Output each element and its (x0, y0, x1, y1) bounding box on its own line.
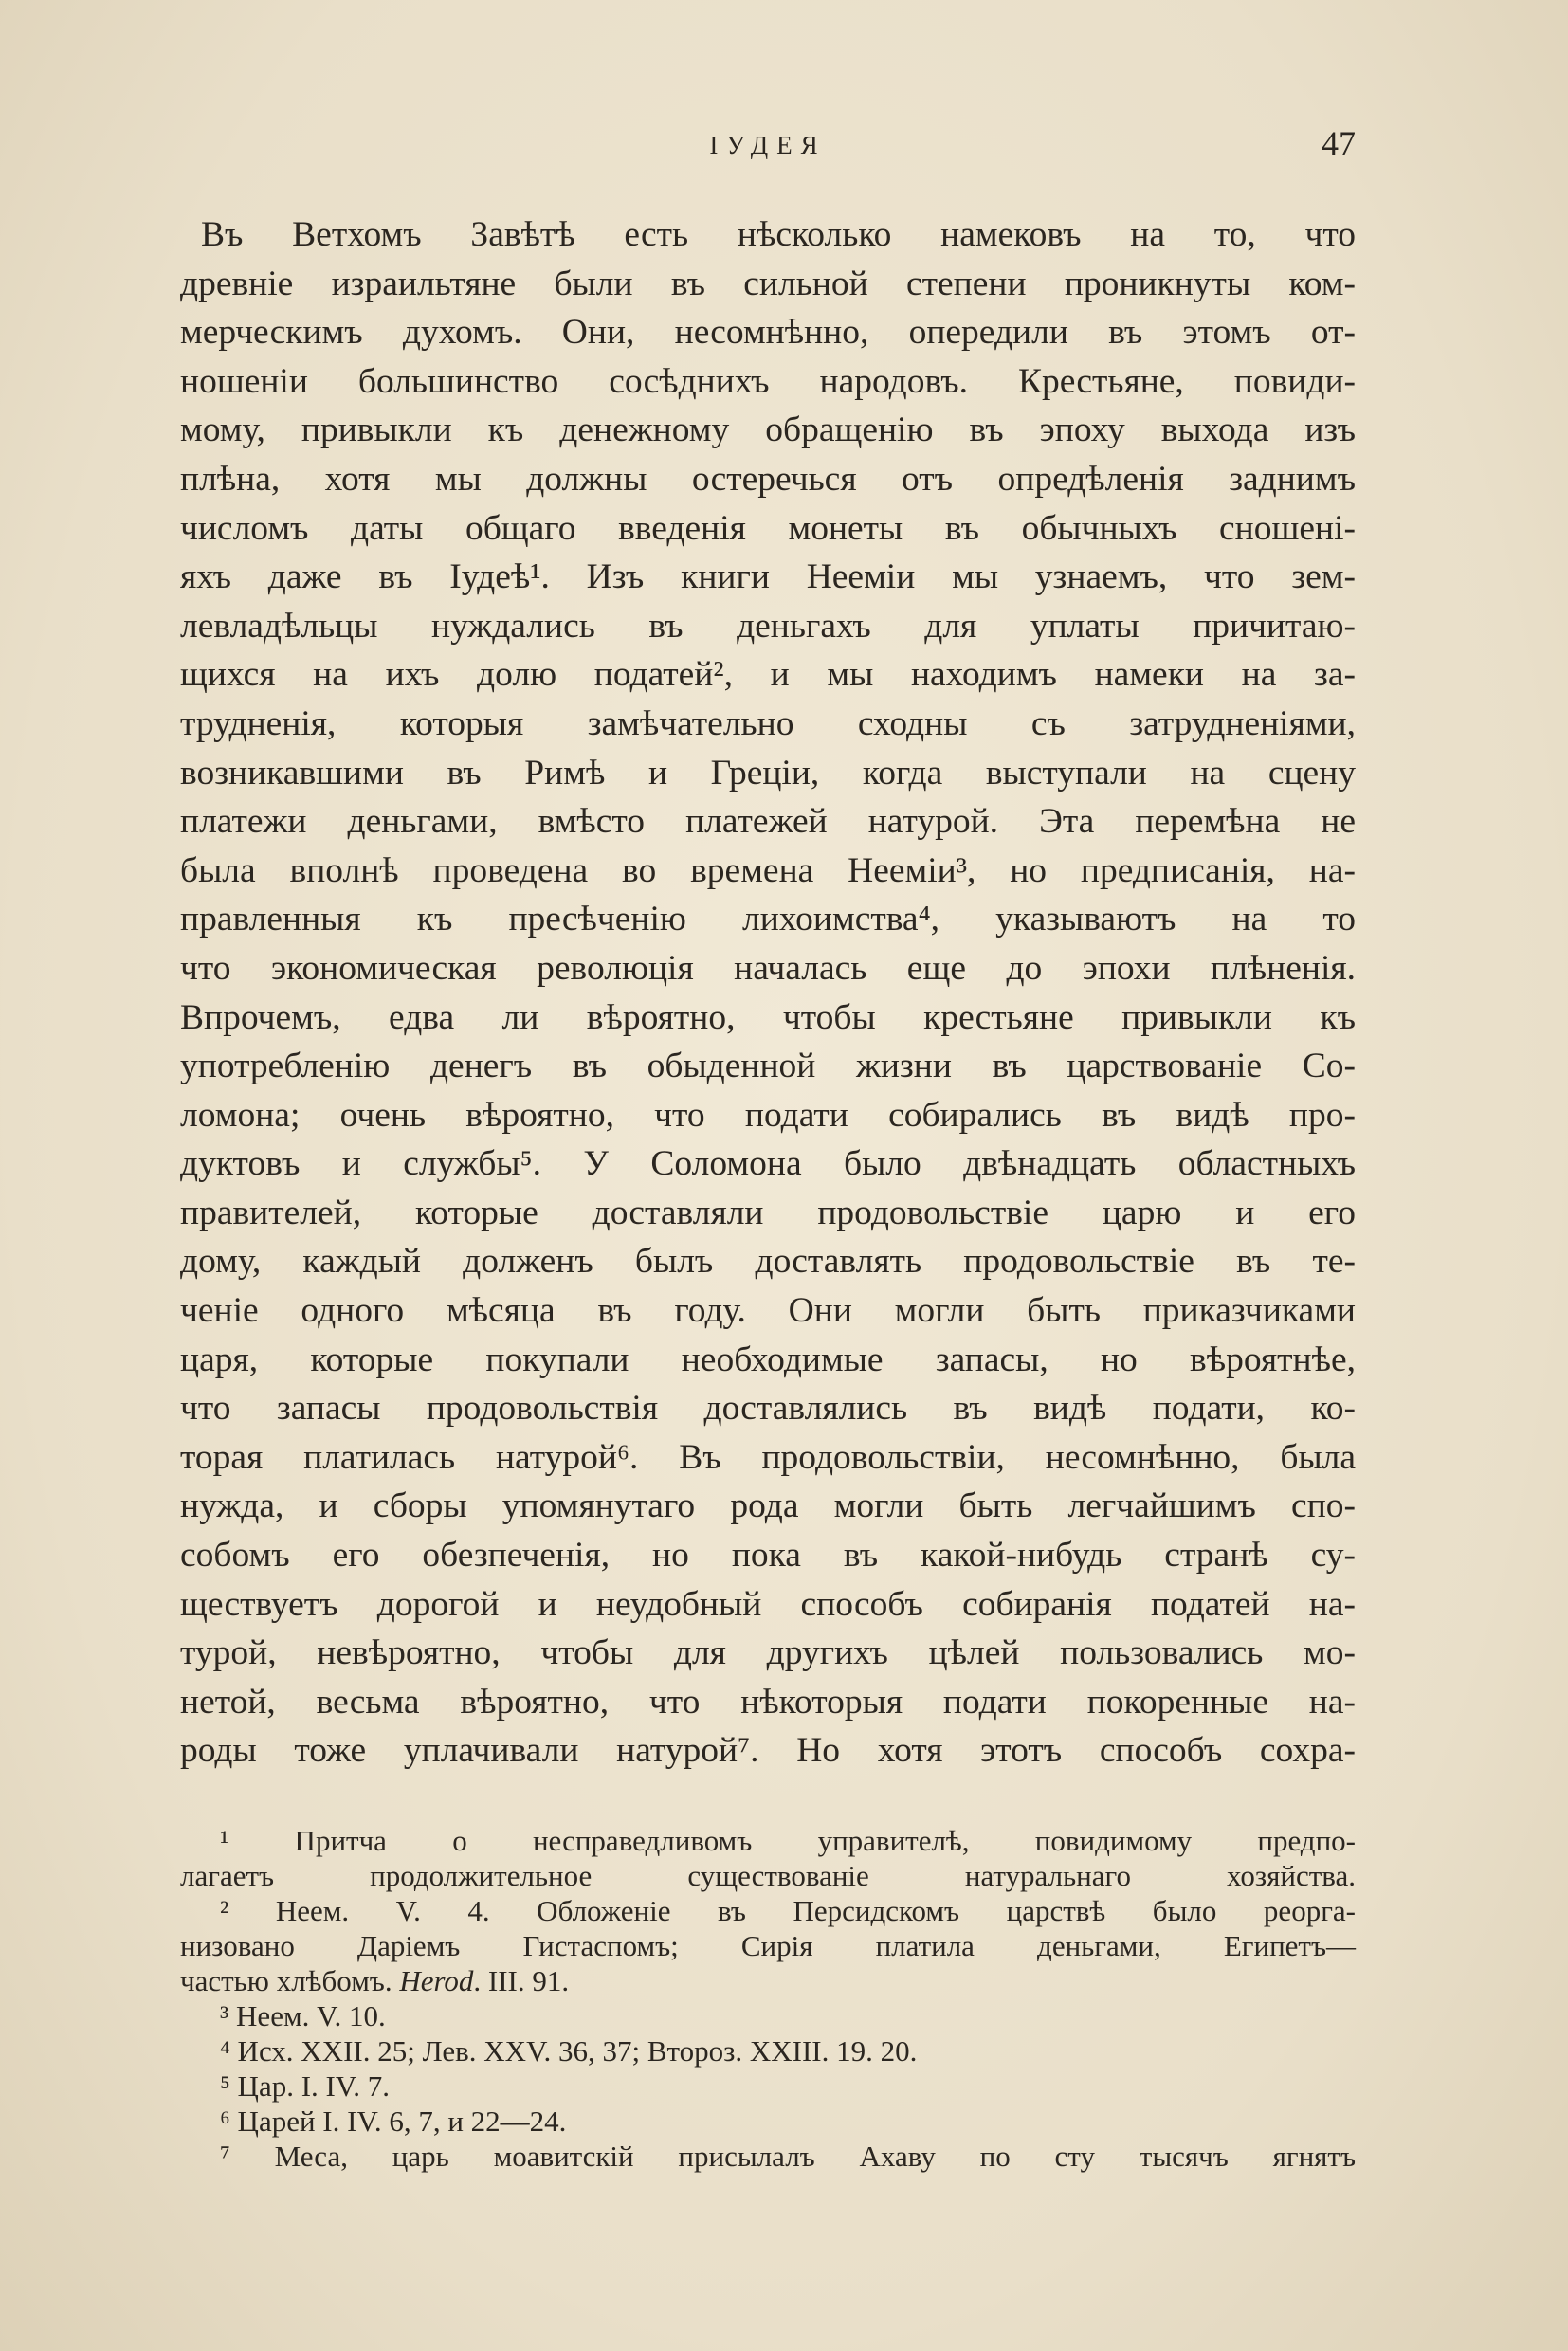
body-line: нужда, и сборы упомянутаго рода могли быть легчайшимъ спо- (180, 1486, 1356, 1526)
body-line: правленныя къ пресѣченію лихоимства⁴, указываютъ на то (180, 900, 1356, 939)
body-line: ществуетъ дорогой и неудобный способъ собиранія податей на- (180, 1584, 1356, 1624)
footnote-2-ref: . III. 91. (473, 1964, 570, 1997)
page-header (180, 123, 1356, 171)
footnote-6: ⁶ Царей I. IV. 6, 7, и 22—24. (220, 2105, 567, 2138)
footnote-5: ⁵ Цар. I. IV. 7. (220, 2069, 390, 2103)
body-line: торая платилась натурой⁶. Въ продовольствіи, несомнѣнно, была (180, 1437, 1356, 1477)
footnote-2-end (180, 1963, 1356, 1998)
page-number: 47 (1322, 124, 1356, 162)
footnote-2-cont: низовано Даріемъ Гистаспомъ; Сирія платила деньгами, Египетъ— (180, 1929, 1356, 1962)
body-line: что экономическая революція началась еще до эпохи плѣненія. (180, 948, 1356, 988)
body-line: платежи деньгами, вмѣсто платежей натурой. Эта перемѣна не (180, 802, 1356, 842)
body-line: собомъ его обезпеченія, но пока въ какой-нибудь странѣ су- (180, 1536, 1356, 1576)
footnote-1: ¹ Притча о несправедливомъ управителѣ, повидимому предпо- (220, 1824, 1356, 1857)
footnote-4: ⁴ Исх. XXII. 25; Лев. XXV. 36, 37; Второз. XXIII. 19. 20. (220, 2034, 918, 2068)
body-line: нетой, весьма вѣроятно, что нѣкоторыя подати покоренные на- (180, 1682, 1356, 1722)
body-line: мерческимъ духомъ. Они, несомнѣнно, опередили въ этомъ от- (180, 313, 1356, 353)
footnote-2-source: Herod (399, 1964, 474, 1997)
running-title: ІУДЕЯ (709, 131, 827, 159)
footnote-3: ³ Неем. V. 10. (220, 1999, 386, 2032)
body-line: ношеніи большинство сосѣднихъ народовъ. Крестьяне, повиди- (180, 361, 1356, 401)
body-line: ломона; очень вѣроятно, что подати собирались въ видѣ про- (180, 1095, 1356, 1135)
body-line: Впрочемъ, едва ли вѣроятно, чтобы крестьяне привыкли къ (180, 997, 1356, 1037)
body-line: турой, невѣроятно, чтобы для другихъ цѣлей пользовались мо- (180, 1633, 1356, 1673)
footnote-7: ⁷ Меса, царь моавитскій присылалъ Ахаву по сту тысячъ ягнятъ (220, 2140, 1356, 2173)
footnote-1-cont: лагаетъ продолжительное существованіе натуральнаго хозяйства. (180, 1859, 1356, 1892)
body-line: древніе израильтяне были въ сильной степени проникнуты ком- (180, 264, 1356, 303)
footnote-2: ² Неем. V. 4. Обложеніе въ Персидскомъ царствѣ было реорга- (220, 1894, 1356, 1927)
body-line: левладѣльцы нуждались въ деньгахъ для уплаты причитаю- (180, 606, 1356, 646)
footnotes (180, 1823, 1356, 2174)
body-line: щихся на ихъ долю податей², и мы находимъ намеки на за- (180, 655, 1356, 695)
body-line: употребленію денегъ въ обыденной жизни въ царствованіе Со- (180, 1047, 1356, 1086)
body-line: плѣна, хотя мы должны остеречься отъ опредѣленія заднимъ (180, 459, 1356, 499)
body-text (180, 210, 1356, 1776)
body-line: Въ Ветхомъ Завѣтѣ есть нѣсколько намековъ на то, что (201, 215, 1356, 254)
footnote-2-text: частью хлѣбомъ. (180, 1964, 400, 1997)
body-line: ченіе одного мѣсяца въ году. Они могли быть приказчиками (180, 1291, 1356, 1331)
body-line: возникавшими въ Римѣ и Греціи, когда выступали на сцену (180, 753, 1356, 793)
body-line: роды тоже уплачивали натурой⁷. Но хотя этотъ способъ сохра- (180, 1731, 1356, 1771)
body-line: была вполнѣ проведена во времена Неемiи³, но предписанія, на- (180, 850, 1356, 890)
body-line: трудненія, которыя замѣчательно сходны съ затрудненіями, (180, 703, 1356, 743)
body-line: числомъ даты общаго введенія монеты въ обычныхъ сношені- (180, 508, 1356, 548)
body-line: правителей, которые доставляли продовольствіе царю и его (180, 1193, 1356, 1232)
body-line: царя, которые покупали необходимые запасы, но вѣроятнѣе, (180, 1340, 1356, 1379)
body-line: что запасы продовольствія доставлялись въ видѣ подати, ко- (180, 1389, 1356, 1429)
body-line: дуктовъ и службы⁵. У Соломона было двѣнадцать областныхъ (180, 1144, 1356, 1184)
body-line: яхъ даже въ Іудеѣ¹. Изъ книги Неемiи мы узнаемъ, что зем- (180, 557, 1356, 597)
body-line: дому, каждый долженъ былъ доставлять продовольствіе въ те- (180, 1242, 1356, 1282)
body-line: мому, привыкли къ денежному обращенію въ эпоху выхода изъ (180, 410, 1356, 450)
